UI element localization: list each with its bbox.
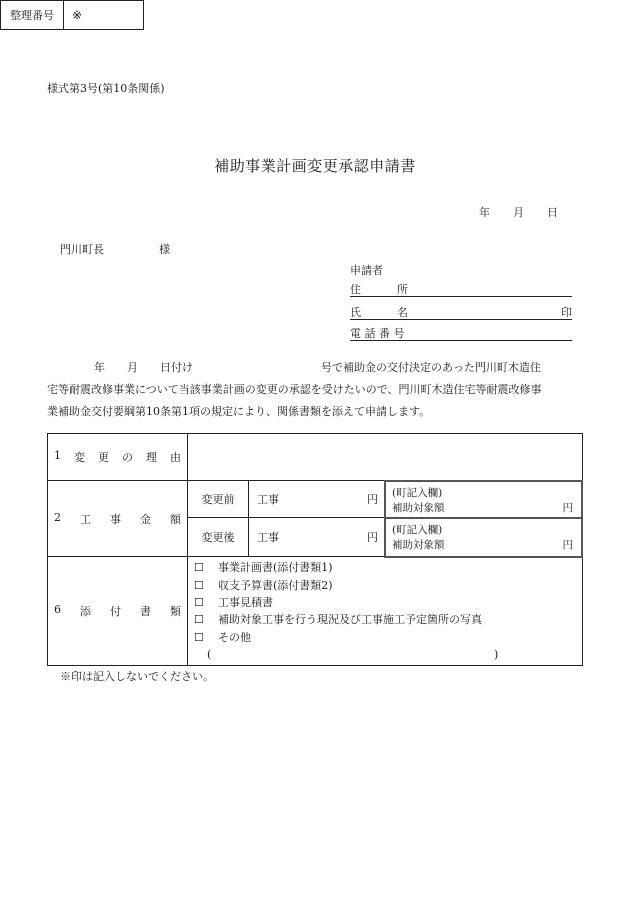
reason-label-char: 由 [170, 451, 181, 464]
attachments-label-char: 添 [80, 605, 91, 618]
before-work-label: 工事 [257, 493, 279, 506]
attachment-item[interactable] [194, 629, 582, 646]
after-subsidy-yen: 円 [562, 538, 573, 551]
before-subsidy-label: 補助対象額 [392, 501, 445, 514]
seal-mark: 印 [561, 306, 572, 319]
date-year: 年 [479, 206, 490, 219]
after-work-amount-cell[interactable] [249, 518, 386, 557]
after-work-label: 工事 [257, 531, 279, 544]
cost-label-char: 事 [110, 512, 121, 526]
attachment-item[interactable] [194, 611, 582, 628]
address-label-2: 所 [397, 283, 408, 296]
checkbox-icon[interactable]: ☐ [194, 596, 204, 610]
open-paren: ( [207, 648, 212, 662]
form-number: 様式第3号(第10条関係) [47, 82, 165, 95]
address-label-1: 住 [350, 283, 361, 296]
reference-number-value: ※ [72, 8, 83, 22]
footnote: ※印は記入しないでください。 [60, 670, 214, 683]
attachment-label: 事業計画書(添付書類1) [218, 561, 333, 575]
addressee-name: 門川町長 [60, 243, 104, 256]
cost-label-char: 金 [140, 512, 151, 526]
after-town-note: (町記入欄) [392, 523, 443, 536]
addressee-suffix: 様 [159, 243, 170, 256]
addressee [60, 241, 170, 257]
cost-label-char: 工 [80, 512, 91, 526]
attachment-label: 収支予算書(添付書類2) [218, 578, 333, 592]
reference-number-label: 整理番号 [1, 1, 64, 29]
reason-input-cell[interactable] [188, 434, 583, 481]
after-yen: 円 [367, 531, 378, 544]
date-day: 日 [547, 206, 558, 219]
name-field[interactable] [350, 303, 572, 320]
before-change-label: 変更前 [188, 481, 249, 518]
application-table [47, 433, 583, 666]
before-subsidy-yen: 円 [562, 501, 573, 514]
reference-number-box [0, 0, 144, 30]
other-details-field[interactable] [194, 646, 582, 663]
attachments-list-cell [188, 557, 583, 666]
phone-field[interactable] [350, 324, 572, 341]
attachments-label-char: 書 [140, 605, 151, 618]
before-subsidy-cell [385, 481, 582, 518]
after-subsidy-cell [385, 518, 582, 557]
checkbox-icon[interactable]: ☐ [194, 561, 204, 575]
attachment-label: 補助対象工事を行う現況及び工事施工予定箇所の写真 [218, 613, 482, 627]
document-title: 補助事業計画変更承認申請書 [214, 157, 416, 175]
checkbox-icon[interactable]: ☐ [194, 578, 204, 592]
before-yen: 円 [367, 493, 378, 506]
body-paragraph [47, 357, 574, 423]
body-line-2: 宅等耐震改修事業について当該事業計画の変更の承認を受けたいので、門川町木造住宅等耐震改修事 [47, 383, 542, 396]
applicant-label: 申請者 [350, 264, 383, 277]
attachment-label: 工事見積書 [218, 596, 273, 610]
phone-label: 電 話 番 号 [350, 327, 405, 340]
attachment-label: その他 [218, 630, 251, 644]
body-line-1b: 号で補助金の交付決定のあった門川町木造住 [321, 361, 541, 374]
reason-label-char: の [122, 451, 133, 464]
address-field[interactable] [350, 280, 572, 297]
reason-row [48, 434, 583, 481]
cost-num: 2 [54, 510, 61, 524]
reason-label-char: 理 [146, 451, 157, 464]
attachments-label-char: 付 [110, 605, 121, 618]
checkbox-icon[interactable]: ☐ [194, 630, 204, 644]
attachments-label-char: 類 [170, 605, 181, 618]
reason-label-char: 更 [98, 451, 109, 464]
date-line [479, 204, 558, 220]
attachment-item[interactable] [194, 594, 582, 611]
name-label-2: 名 [397, 306, 408, 319]
cost-label-char: 額 [170, 512, 181, 526]
after-change-label: 変更後 [188, 518, 249, 557]
body-line-1a: 年 月 日付け [94, 361, 193, 374]
reason-label-char: 変 [74, 451, 85, 464]
checkbox-icon[interactable]: ☐ [194, 613, 204, 627]
before-work-amount-cell[interactable] [249, 481, 386, 518]
reason-label-cell [48, 434, 188, 481]
body-line-3: 業補助金交付要綱第10条第1項の規定により、関係書類を添えて申請します。 [47, 405, 431, 418]
reason-num: 1 [54, 449, 61, 462]
attachments-num: 6 [54, 603, 61, 616]
name-label-1: 氏 [350, 306, 361, 319]
body-line-1 [47, 357, 574, 379]
attachment-item[interactable] [194, 577, 582, 594]
after-subsidy-label: 補助対象額 [392, 538, 445, 551]
before-town-note: (町記入欄) [392, 486, 443, 499]
attachment-item[interactable] [194, 559, 582, 576]
date-month: 月 [513, 206, 524, 219]
attachments-label-cell [48, 557, 188, 666]
cost-before-row [48, 481, 583, 518]
attachments-row [48, 557, 583, 666]
cost-label-cell [48, 481, 188, 557]
close-paren: ) [494, 648, 499, 662]
